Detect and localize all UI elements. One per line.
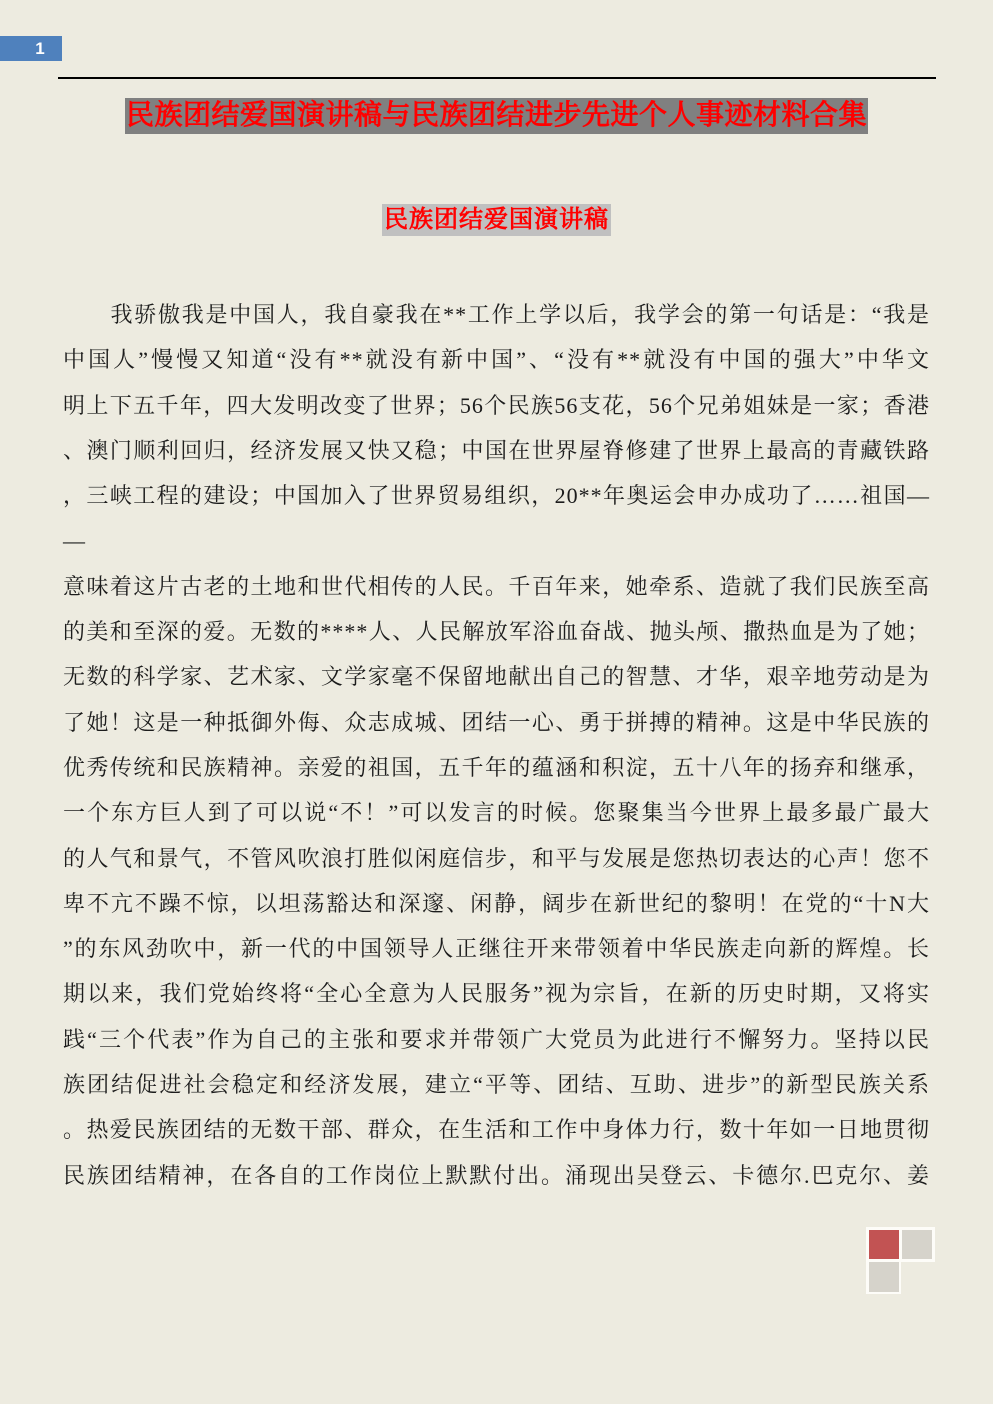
header-rule (58, 77, 936, 79)
body-text-line: 了她！这是一种抵御外侮、众志成城、团结一心、勇于拼搏的精神。这是中华民族的 (63, 709, 930, 735)
body-text-line: ”的东风劲吹中，新一代的中国领导人正继往开来带领着中华民族走向新的辉煌。长 (63, 936, 930, 962)
page-number-badge: 1 (0, 36, 62, 61)
body-text-line: 中国人”慢慢又知道“没有**就没有新中国”、“没有**就没有中国的强大”中华文 (63, 347, 930, 373)
body-text-line: — (63, 528, 86, 554)
body-text-line: 无数的科学家、艺术家、文学家毫不保留地献出自己的智慧、才华，艰辛地劳动是为 (63, 664, 930, 690)
body-text-line: 。热爱民族团结的无数干部、群众，在生活和工作中身体力行，数十年如一日地贯彻 (63, 1117, 930, 1143)
body-text-line: 期以来，我们党始终将“全心全意为人民服务”视为宗旨，在新的历史时期，又将实 (63, 981, 930, 1007)
document-title: 民族团结爱国演讲稿与民族团结进步先进个人事迹材料合集 (125, 98, 868, 134)
title-row (0, 98, 993, 134)
red-square-decoration (869, 1230, 899, 1259)
subtitle-row (0, 204, 993, 236)
body-text-line: 族团结促进社会稳定和经济发展，建立“平等、团结、互助、进步”的新型民族关系 (63, 1072, 930, 1098)
body-text-line: ，三峡工程的建设；中国加入了世界贸易组织，20**年奥运会申办成功了……祖国— (63, 483, 930, 509)
body-text-line: 明上下五千年，四大发明改变了世界；56个民族56支花，56个兄弟姐妹是一家；香港 (63, 392, 930, 418)
gray-square-bottom-decoration (869, 1262, 899, 1292)
body-text-line: 的人气和景气，不管风吹浪打胜似闲庭信步，和平与发展是您热切表达的心声！您不 (63, 845, 930, 871)
corner-decoration (866, 1227, 935, 1294)
body-text-line: 践“三个代表”作为自己的主张和要求并带领广大党员为此进行不懈努力。坚持以民 (63, 1026, 930, 1052)
body-text-line: 我骄傲我是中国人，我自豪我在**工作上学以后，我学会的第一句话是：“我是 (63, 302, 930, 327)
body-text-line: 的美和至深的爱。无数的****人、人民解放军浴血奋战、抛头颅、撒热血是为了她； (63, 619, 930, 645)
body-text-line: 意味着这片古老的土地和世代相传的人民。千百年来，她牵系、造就了我们民族至高 (63, 573, 930, 599)
body-text-line: 、澳门顺利回归，经济发展又快又稳；中国在世界屋脊修建了世界上最高的青藏铁路 (63, 437, 930, 463)
body-text-line: 民族团结精神，在各自的工作岗位上默默付出。涌现出吴登云、卡德尔.巴克尔、姜 (63, 1162, 930, 1188)
body-text-line: 一个东方巨人到了可以说“不！”可以发言的时候。您聚集当今世界上最多最广最大 (63, 800, 930, 826)
section-title: 民族团结爱国演讲稿 (382, 204, 611, 236)
body-text (63, 292, 930, 1198)
body-text-line: 优秀传统和民族精神。亲爱的祖国，五千年的蕴涵和积淀，五十八年的扬弃和继承， (63, 754, 930, 780)
body-text-line: 卑不亢不躁不惊，以坦荡豁达和深邃、闲静，阔步在新世纪的黎明！在党的“十N大 (63, 890, 930, 916)
gray-square-right-decoration (902, 1230, 932, 1259)
